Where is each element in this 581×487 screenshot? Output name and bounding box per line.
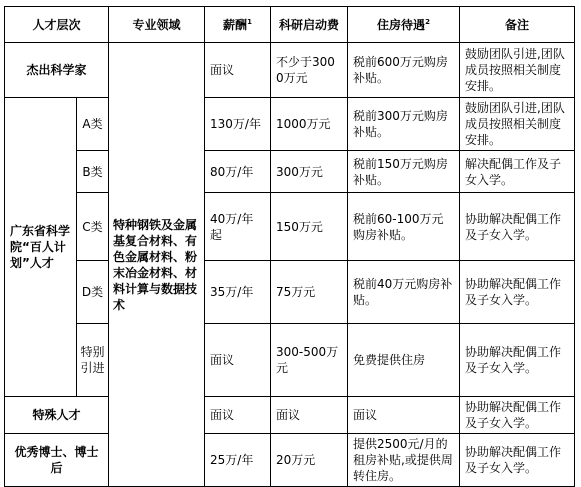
group-cell: 广东省科学院“百人计划”人才 xyxy=(5,98,77,397)
level-cell: 特殊人才 xyxy=(5,397,109,434)
remarks-cell: 鼓励团队引进,团队成员按照相关制度安排。 xyxy=(460,98,575,151)
sublevel-cell: C类 xyxy=(77,193,109,261)
header-salary-label: 薪酬 xyxy=(223,17,248,32)
salary-cell: 80万/年 xyxy=(205,151,271,193)
funding-cell: 面议 xyxy=(271,397,348,434)
table-row xyxy=(5,193,575,261)
salary-cell: 35万/年 xyxy=(205,261,271,324)
funding-cell: 300-500万元 xyxy=(271,324,348,397)
header-housing xyxy=(348,7,460,43)
salary-cell: 面议 xyxy=(205,324,271,397)
header-funding: 科研启动费 xyxy=(271,7,348,43)
salary-cell: 40万/年起 xyxy=(205,193,271,261)
table-row xyxy=(5,434,575,487)
remarks-cell: 协助解决配偶工作及子女入学。 xyxy=(460,397,575,434)
funding-cell: 300万元 xyxy=(271,151,348,193)
salary-cell: 面议 xyxy=(205,43,271,98)
funding-cell: 不少于3000万元 xyxy=(271,43,348,98)
remarks-cell: 解决配偶工作及子女入学。 xyxy=(460,151,575,193)
housing-cell: 免费提供住房 xyxy=(348,324,460,397)
funding-cell: 150万元 xyxy=(271,193,348,261)
header-level: 人才层次 xyxy=(5,7,109,43)
salary-cell: 25万/年 xyxy=(205,434,271,487)
housing-cell: 面议 xyxy=(348,397,460,434)
funding-cell: 20万元 xyxy=(271,434,348,487)
level-cell: 杰出科学家 xyxy=(5,43,109,98)
header-salary-footnote: 1 xyxy=(247,17,252,26)
housing-cell: 税前40万元购房补贴。 xyxy=(348,261,460,324)
sublevel-cell: B类 xyxy=(77,151,109,193)
funding-cell: 1000万元 xyxy=(271,98,348,151)
field-cell: 特种钢铁及金属基复合材料、有色金属材料、粉末冶金材料、材料计算与数据技术 xyxy=(109,43,205,487)
housing-cell: 提供2500元/月的租房补贴,或提供周转住房。 xyxy=(348,434,460,487)
remarks-cell: 协助解决配偶工作及子女入学。 xyxy=(460,324,575,397)
table-row xyxy=(5,43,575,98)
housing-cell: 税前60-100万元购房补贴。 xyxy=(348,193,460,261)
housing-cell: 税前600万元购房补贴。 xyxy=(348,43,460,98)
table-row xyxy=(5,98,575,151)
table-row xyxy=(5,397,575,434)
sublevel-cell: A类 xyxy=(77,98,109,151)
header-field: 专业领域 xyxy=(109,7,205,43)
table-row xyxy=(5,261,575,324)
header-housing-footnote: 2 xyxy=(425,17,430,26)
header-remarks: 备注 xyxy=(460,7,575,43)
remarks-cell: 协助解决配偶工作及子女入学。 xyxy=(460,261,575,324)
sublevel-cell: D类 xyxy=(77,261,109,324)
table-row xyxy=(5,324,575,397)
header-row xyxy=(5,7,575,43)
funding-cell: 75万元 xyxy=(271,261,348,324)
housing-cell: 税前300万元购房补贴。 xyxy=(348,98,460,151)
sublevel-cell: 特别引进 xyxy=(77,324,109,397)
remarks-cell: 协助解决配偶工作及子女入学。 xyxy=(460,434,575,487)
salary-cell: 130万/年 xyxy=(205,98,271,151)
remarks-cell: 协助解决配偶工作及子女入学。 xyxy=(460,193,575,261)
level-cell: 优秀博士、博士后 xyxy=(5,434,109,487)
remarks-cell: 鼓励团队引进,团队成员按照相关制度安排。 xyxy=(460,43,575,98)
talent-recruitment-table xyxy=(4,6,575,487)
table-row xyxy=(5,151,575,193)
salary-cell: 面议 xyxy=(205,397,271,434)
housing-cell: 税前150万元购房补贴。 xyxy=(348,151,460,193)
header-housing-label: 住房待遇 xyxy=(377,17,426,32)
header-salary xyxy=(205,7,271,43)
